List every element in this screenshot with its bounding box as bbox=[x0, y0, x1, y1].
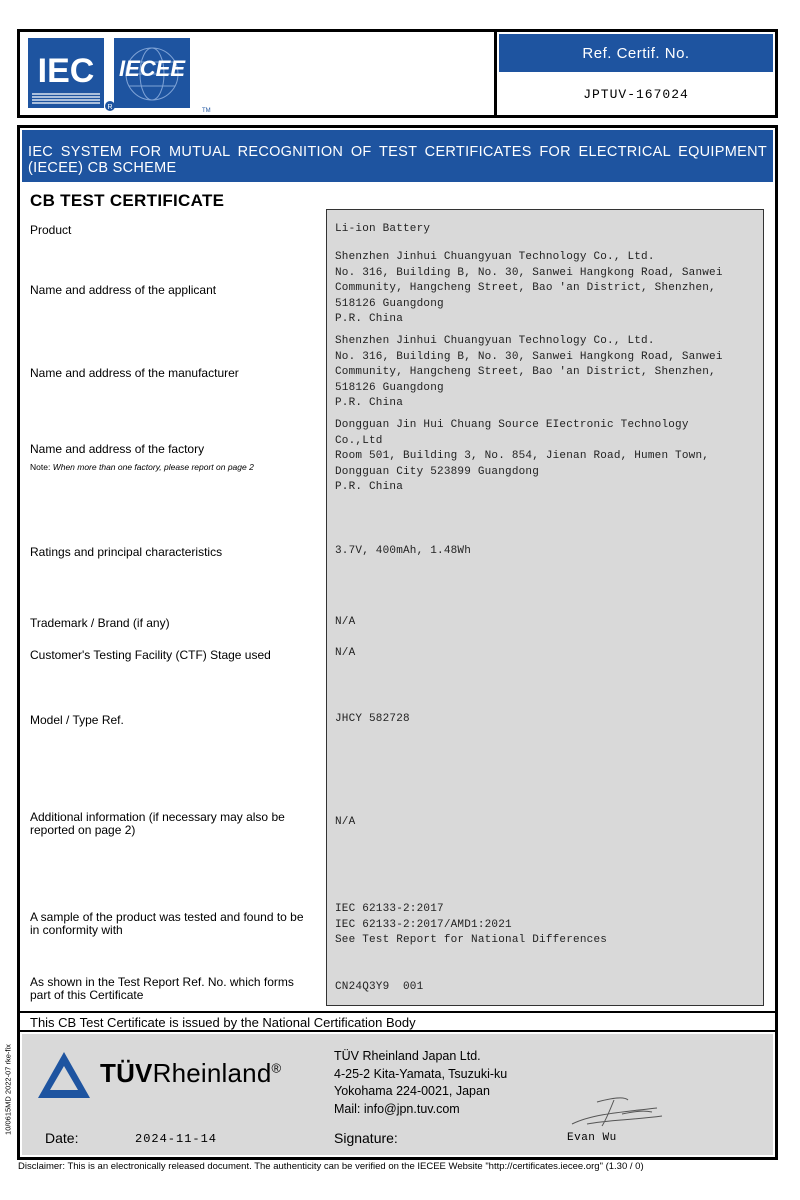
factory-note-text: When more than one factory, please report on page 2 bbox=[52, 462, 254, 472]
factory-label: Name and address of the factory bbox=[30, 442, 205, 456]
additional-info-label: Additional information (if necessary may also be reported on page 2) bbox=[30, 810, 285, 837]
ncb-email: Mail: info@jpn.tuv.com bbox=[334, 1101, 460, 1116]
certificate-title: CB TEST CERTIFICATE bbox=[30, 191, 225, 210]
model-label: Model / Type Ref. bbox=[30, 713, 124, 727]
ctf-value: N/A bbox=[335, 647, 356, 659]
form-code: 10/0615MD 2022-07 rke-fix bbox=[3, 1044, 13, 1135]
svg-text:TM: TM bbox=[202, 108, 211, 114]
factory-value: Dongguan Jin Hui Chuang Source EIectronic Technology Co.,Ltd Room 501, Building 3, No. 854, Jienan Road, Humen Town, Dongguan City 523899 Guangdong P.R. China bbox=[335, 419, 710, 493]
applicant-value: Shenzhen Jinhui Chuangyuan Technology Co., Ltd. No. 316, Building B, No. 30, Sanwei Hangkong Road, Sanwei Community, Hangcheng Street, Bao 'an District, Shenzhen, 518126 Guangdong P.R. China bbox=[335, 251, 723, 325]
svg-text:R: R bbox=[107, 104, 113, 111]
trademark-label: Trademark / Brand (if any) bbox=[30, 616, 170, 630]
additional-info-value: N/A bbox=[335, 816, 356, 828]
certificate-body bbox=[17, 125, 778, 1160]
ratings-value: 3.7V, 400mAh, 1.48Wh bbox=[335, 545, 472, 557]
ncb-address-line: Yokohama 224-0021, Japan bbox=[334, 1084, 490, 1098]
ref-certif-number: JPTUV-167024 bbox=[583, 86, 689, 102]
scheme-banner: IEC SYSTEM FOR MUTUAL RECOGNITION OF TEST CERTIFICATES FOR ELECTRICAL EQUIPMENT (IECEE) CB SCHEME bbox=[22, 130, 773, 182]
signature-label: Signature: bbox=[334, 1130, 398, 1146]
manufacturer-label: Name and address of the manufacturer bbox=[30, 366, 239, 380]
iecee-logo-text: IECEE bbox=[118, 56, 186, 81]
date-label: Date: bbox=[45, 1130, 79, 1146]
date-value: 2024-11-14 bbox=[135, 1132, 218, 1146]
applicant-label: Name and address of the applicant bbox=[30, 283, 217, 297]
ncb-address-line: TÜV Rheinland Japan Ltd. bbox=[334, 1049, 481, 1063]
disclaimer-text: Disclaimer: This is an electronically released document. The authenticity can be verified on the IECEE Website "http://certificates.iecee.org" (1.30 / 0) bbox=[18, 1161, 644, 1172]
report-ref-value: CN24Q3Y9 001 bbox=[335, 981, 424, 993]
issued-by-statement: This CB Test Certificate is issued by the National Certification Body bbox=[20, 1011, 775, 1032]
handwritten-signature bbox=[562, 1094, 672, 1134]
manufacturer-value: Shenzhen Jinhui Chuangyuan Technology Co., Ltd. No. 316, Building B, No. 30, Sanwei Hangkong Road, Sanwei Community, Hangcheng Street, Bao 'an District, Shenzhen, 518126 Guangdong P.R. China bbox=[335, 335, 723, 409]
tuv-triangle-logo bbox=[36, 1050, 92, 1102]
tuv-wordmark-bold: TÜV bbox=[100, 1058, 153, 1088]
signatory-name: Evan Wu bbox=[567, 1132, 617, 1144]
ctf-label: Customer's Testing Facility (CTF) Stage used bbox=[30, 648, 271, 662]
product-label: Product bbox=[30, 223, 72, 237]
values-panel bbox=[326, 209, 764, 1006]
trademark-value: N/A bbox=[335, 616, 356, 628]
ratings-label: Ratings and principal characteristics bbox=[30, 545, 223, 559]
tuv-rheinland-wordmark bbox=[100, 1058, 281, 1089]
model-value: JHCY 582728 bbox=[335, 713, 410, 725]
iec-logo-text: IEC bbox=[37, 52, 95, 90]
certificate-header bbox=[17, 29, 778, 118]
ref-certif-box bbox=[497, 32, 775, 115]
ncb-section bbox=[22, 1034, 773, 1155]
factory-note-prefix: Note: bbox=[30, 462, 53, 472]
ref-certif-label: Ref. Certif. No. bbox=[499, 34, 773, 72]
product-value: Li-ion Battery bbox=[335, 223, 431, 235]
logo-area bbox=[20, 32, 497, 115]
conformity-value: IEC 62133-2:2017 IEC 62133-2:2017/AMD1:2021 See Test Report for National Differences bbox=[335, 903, 608, 946]
iecee-logo bbox=[114, 38, 226, 114]
tuv-wordmark-rest: Rheinland bbox=[152, 1058, 272, 1088]
ncb-address-line: 4-25-2 Kita-Yamata, Tsuzuki-ku bbox=[334, 1066, 508, 1081]
conformity-label: A sample of the product was tested and found to be in conformity with bbox=[30, 910, 304, 937]
factory-note bbox=[30, 462, 254, 472]
iec-logo bbox=[28, 38, 118, 112]
ncb-address bbox=[334, 1048, 507, 1118]
report-ref-label: As shown in the Test Report Ref. No. which forms part of this Certificate bbox=[30, 975, 294, 1002]
tuv-wordmark-reg: ® bbox=[271, 1060, 282, 1076]
